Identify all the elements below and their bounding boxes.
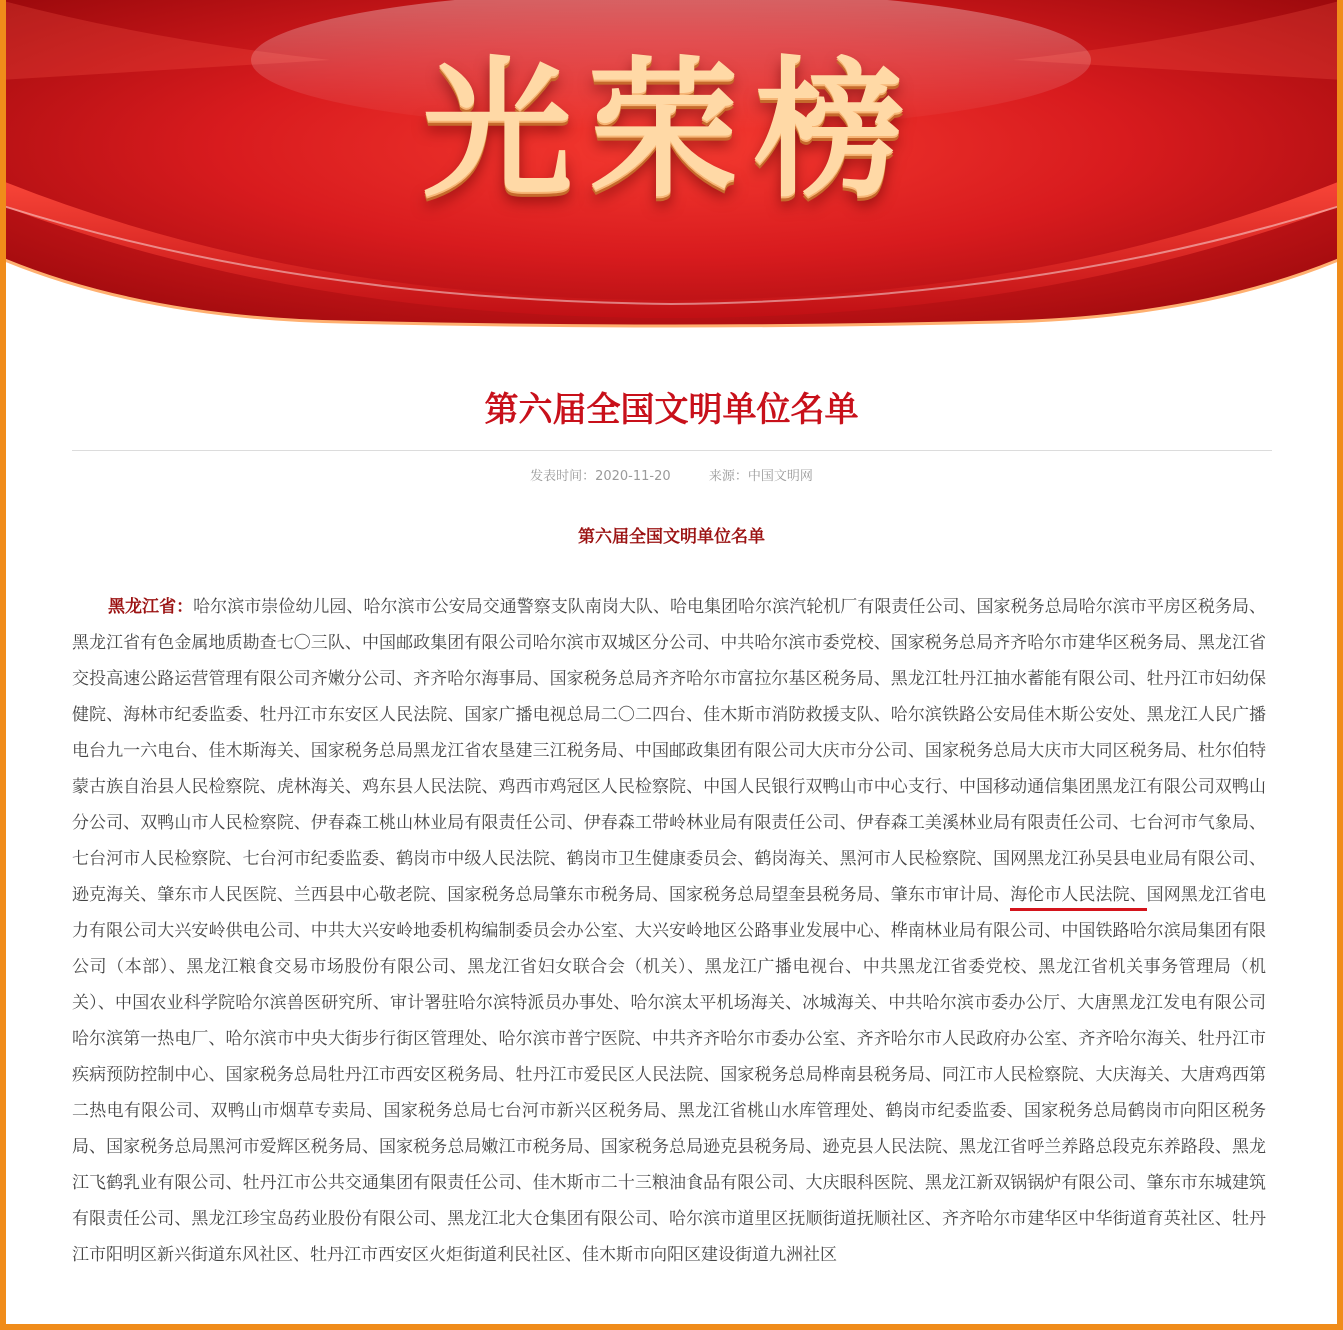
unit-list-paragraph <box>72 589 1266 1273</box>
list-subtitle: 第六届全国文明单位名单 <box>578 527 765 547</box>
article-title: 第六届全国文明单位名单 <box>484 390 859 430</box>
publish-date: 发表时间：2020-11-20 <box>530 469 671 484</box>
unit-list-part-1: 哈尔滨市崇俭幼儿园、哈尔滨市公安局交通警察支队南岗大队、哈电集团哈尔滨汽轮机厂有限责任公司、国家税务总局哈尔滨市平房区税务局、黑龙江省有色金属地质勘查七〇三队、中国邮政集团有限公司哈尔滨市双城区分公司、中共哈尔滨市委党校、国家税务总局齐齐哈尔市建华区税务局、黑龙江省交投高速公路运营管理有限公司齐嫩分公司、齐齐哈尔海事局、国家税务总局齐齐哈尔市富拉尔基区税务局、黑龙江牡丹江抽水蓄能有限公司、牡丹江市妇幼保健院、海林市纪委监委、牡丹江市东安区人民法院、国家广播电视总局二〇二四台、佳木斯市消防救援支队、哈尔滨铁路公安局佳木斯公安处、黑龙江人民广播电台九一六电台、佳木斯海关、国家税务总局黑龙江省农垦建三江税务局、中国邮政集团有限公司大庆市分公司、国家税务总局大庆市大同区税务局、杜尔伯特蒙古族自治县人民检察院、虎林海关、鸡东县人民法院、鸡西市鸡冠区人民检察院、中国人民银行双鸭山市中心支行、中国移动通信集团黑龙江有限公司双鸭山分公司、双鸭山市人民检察院、伊春森工桃山林业局有限责任公司、伊春森工带岭林业局有限责任公司、伊春森工美溪林业局有限责任公司、七台河市气象局、七台河市人民检察院、七台河市纪委监委、鹤岗市中级人民法院、鹤岗市卫生健康委员会、鹤岗海关、黑河市人民检察院、国网黑龙江孙吴县电业局有限公司、逊克海关、肇东市人民医院、兰西县中心敬老院、国家税务总局肇东市税务局、国家税务总局望奎县税务局、肇东市审计局、 <box>72 597 1267 905</box>
banner-title: 光荣榜 <box>422 42 921 218</box>
highlighted-unit: 海伦市人民法院、 <box>1010 885 1146 911</box>
unit-list-part-2: 国网黑龙江省电力有限公司大兴安岭供电公司、中共大兴安岭地委机构编制委员会办公室、大兴安岭地区公路事业发展中心、桦南林业局有限公司、中国铁路哈尔滨局集团有限公司（本部）、黑龙江粮食交易市场股份有限公司、黑龙江省妇女联合会（机关）、黑龙江广播电视台、中共黑龙江省委党校、黑龙江省机关事务管理局（机关）、中国农业科学院哈尔滨兽医研究所、审计署驻哈尔滨特派员办事处、哈尔滨太平机场海关、冰城海关、中共哈尔滨市委办公厅、大唐黑龙江发电有限公司哈尔滨第一热电厂、哈尔滨市中央大街步行街区管理处、哈尔滨市普宁医院、中共齐齐哈尔市委办公室、齐齐哈尔市人民政府办公室、齐齐哈尔海关、牡丹江市疾病预防控制中心、国家税务总局牡丹江市西安区税务局、牡丹江市爱民区人民法院、国家税务总局桦南县税务局、同江市人民检察院、大庆海关、大唐鸡西第二热电有限公司、双鸭山市烟草专卖局、国家税务总局七台河市新兴区税务局、黑龙江省桃山水库管理处、鹤岗市纪委监委、国家税务总局鹤岗市向阳区税务局、国家税务总局黑河市爱辉区税务局、国家税务总局嫩江市税务局、国家税务总局逊克县税务局、逊克县人民法院、黑龙江省呼兰养路总段克东养路段、黑龙江飞鹤乳业有限公司、牡丹江市公共交通集团有限责任公司、佳木斯市二十三粮油食品有限公司、大庆眼科医院、黑龙江新双锅锅炉有限公司、肇东市东城建筑有限责任公司、黑龙江珍宝岛药业股份有限公司、黑龙江北大仓集团有限公司、哈尔滨市道里区抚顺街道抚顺社区、齐齐哈尔市建华区中华街道育英社区、牡丹江市阳明区新兴街道东风社区、牡丹江市西安区火炬街道利民社区、佳木斯市向阳区建设街道九洲社区 <box>72 885 1267 1265</box>
honor-banner <box>0 0 1343 330</box>
title-divider <box>72 450 1272 451</box>
article-meta <box>6 467 1337 487</box>
province-label: 黑龙江省： <box>108 597 194 617</box>
article-source: 来源：中国文明网 <box>708 469 813 484</box>
